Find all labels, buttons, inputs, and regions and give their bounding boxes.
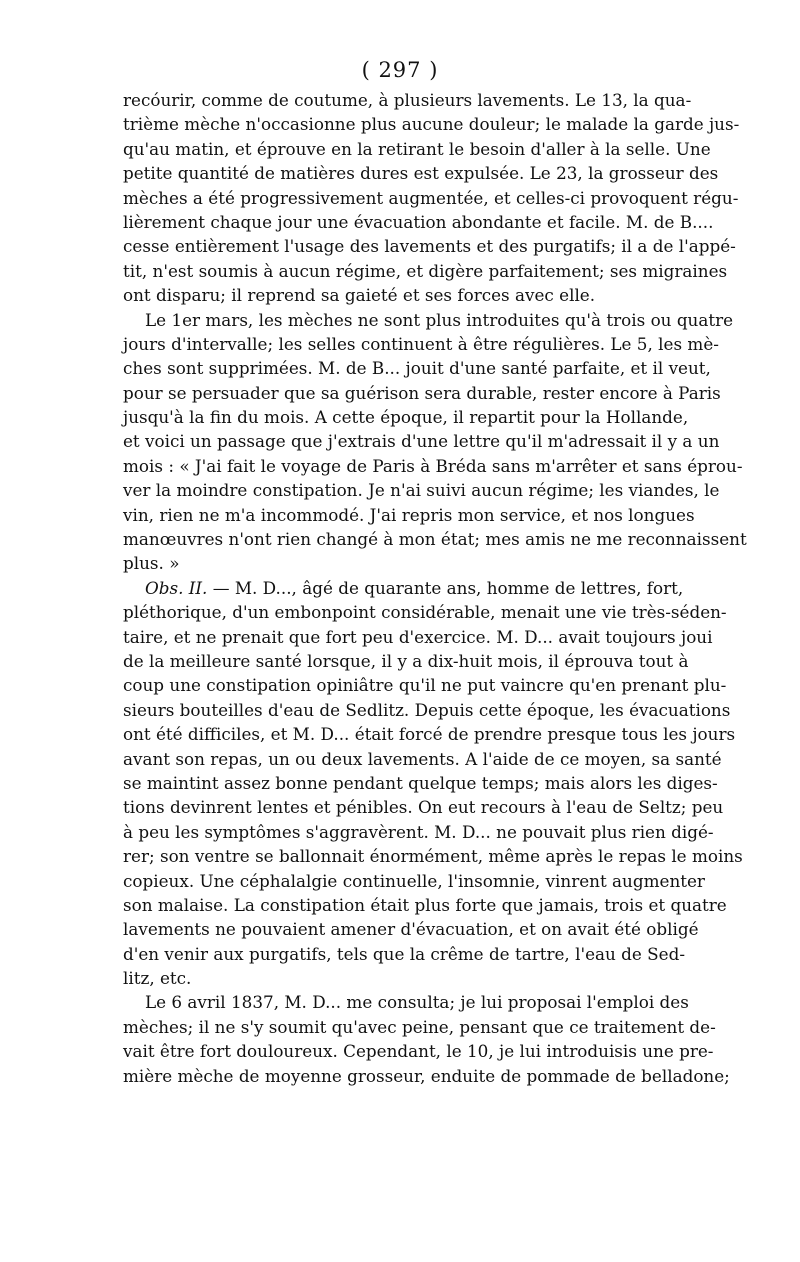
text-line: manœuvres n'ont rien changé à mon état; mes amis ne me reconnaissent <box>123 529 747 550</box>
observation-label: Obs. II. <box>145 577 208 598</box>
observation-text: — M. D..., âgé de quarante ans, homme de lettres, fort, <box>212 577 684 598</box>
text-line: copieux. Une céphalalgie continuelle, l'insomnie, vinrent augmenter <box>123 870 705 891</box>
text-line: pléthorique, d'un embonpoint considérable, menait une vie très-séden- <box>123 602 727 623</box>
text-line: petite quantité de matières dures est expulsée. Le 23, la grosseur des <box>123 163 719 184</box>
text-line: jours d'intervalle; les selles continuent à être régulières. Le 5, les mè- <box>123 333 719 354</box>
text-line: se maintint assez bonne pendant quelque temps; mais alors les diges- <box>123 772 718 793</box>
text-line: d'en venir aux purgatifs, tels que la crême de tartre, l'eau de Sed- <box>123 943 685 964</box>
text-line: mèches; il ne s'y soumit qu'avec peine, pensant que ce traitement de- <box>123 1016 716 1037</box>
text-line: tit, n'est soumis à aucun régime, et digère parfaitement; ses migraines <box>123 260 728 281</box>
text-line: litz, etc. <box>123 968 192 989</box>
text-line: qu'au matin, et éprouve en la retirant le besoin d'aller à la selle. Une <box>123 138 711 159</box>
text-line: mèches a été progressivement augmentée, et celles-ci provoquent régu- <box>123 187 739 208</box>
text-line: plus. » <box>123 553 180 574</box>
text-line: tions devinrent lentes et pénibles. On eut recours à l'eau de Seltz; peu <box>123 797 724 818</box>
text-line: taire, et ne prenait que fort peu d'exercice. M. D... avait toujours joui <box>123 626 713 647</box>
text-line: vin, rien ne m'a incommodé. J'ai repris mon service, et nos longues <box>123 504 695 525</box>
page-number: ( 297 ) <box>361 58 439 82</box>
text-line: pour se persuader que sa guérison sera durable, rester encore à Paris <box>123 382 721 403</box>
text-line: jusqu'à la fin du mois. A cette époque, il repartit pour la Hollande, <box>123 407 689 428</box>
text-line: coup une constipation opiniâtre qu'il ne put vaincre qu'en prenant plu- <box>123 675 727 696</box>
text-line: mière mèche de moyenne grosseur, enduite de pommade de belladone; <box>123 1065 730 1086</box>
text-line: sieurs bouteilles d'eau de Sedlitz. Depuis cette époque, les évacuations <box>123 699 731 720</box>
text-line: et voici un passage que j'extrais d'une lettre qu'il m'adressait il y a un <box>123 431 720 452</box>
text-line: lavements ne pouvaient amener d'évacuation, et on avait été obligé <box>123 919 699 940</box>
paragraph <box>123 308 747 576</box>
text-line: ont été difficiles, et M. D... était forcé de prendre presque tous les jours <box>123 724 736 745</box>
text-line <box>123 576 683 600</box>
body-text <box>123 88 747 1088</box>
text-line: Le 6 avril 1837, M. D... me consulta; je lui proposai l'emploi des <box>145 992 689 1013</box>
text-line: recóurir, comme de coutume, à plusieurs lavements. Le 13, la qua- <box>123 90 692 110</box>
text-line: mois : « J'ai fait le voyage de Paris à Bréda sans m'arrêter et sans éprou- <box>123 455 743 476</box>
text-line: cesse entièrement l'usage des lavements et des purgatifs; il a de l'appé- <box>123 236 736 257</box>
text-line: ches sont supprimées. M. de B... jouit d'une santé parfaite, et il veut, <box>123 358 711 379</box>
text-line: lièrement chaque jour une évacuation abondante et facile. M. de B.... <box>123 211 714 232</box>
paragraph <box>123 990 730 1088</box>
paragraph <box>123 88 740 308</box>
text-line: ont disparu; il reprend sa gaieté et ses forces avec elle. <box>123 285 596 306</box>
text-line: de la meilleure santé lorsque, il y a dix-huit mois, il éprouva tout à <box>123 650 689 671</box>
text-line: avant son repas, un ou deux lavements. A l'aide de ce moyen, sa santé <box>123 748 722 769</box>
text-line: à peu les symptômes s'aggravèrent. M. D... ne pouvait plus rien digé- <box>123 821 714 842</box>
text-line: rer; son ventre se ballonnait énormément, même après le repas le moins <box>123 846 743 867</box>
text-line: Le 1er mars, les mèches ne sont plus introduites qu'à trois ou quatre <box>145 309 734 330</box>
text-line: ver la moindre constipation. Je n'ai suivi aucun régime; les viandes, le <box>123 480 720 501</box>
text-line: trième mèche n'occasionne plus aucune douleur; le malade la garde jus- <box>123 114 740 135</box>
paragraph-observation <box>123 576 743 991</box>
text-line: son malaise. La constipation était plus forte que jamais, trois et quatre <box>123 894 727 915</box>
text-line: vait être fort douloureux. Cependant, le 10, je lui introduisis une pre- <box>123 1041 714 1062</box>
